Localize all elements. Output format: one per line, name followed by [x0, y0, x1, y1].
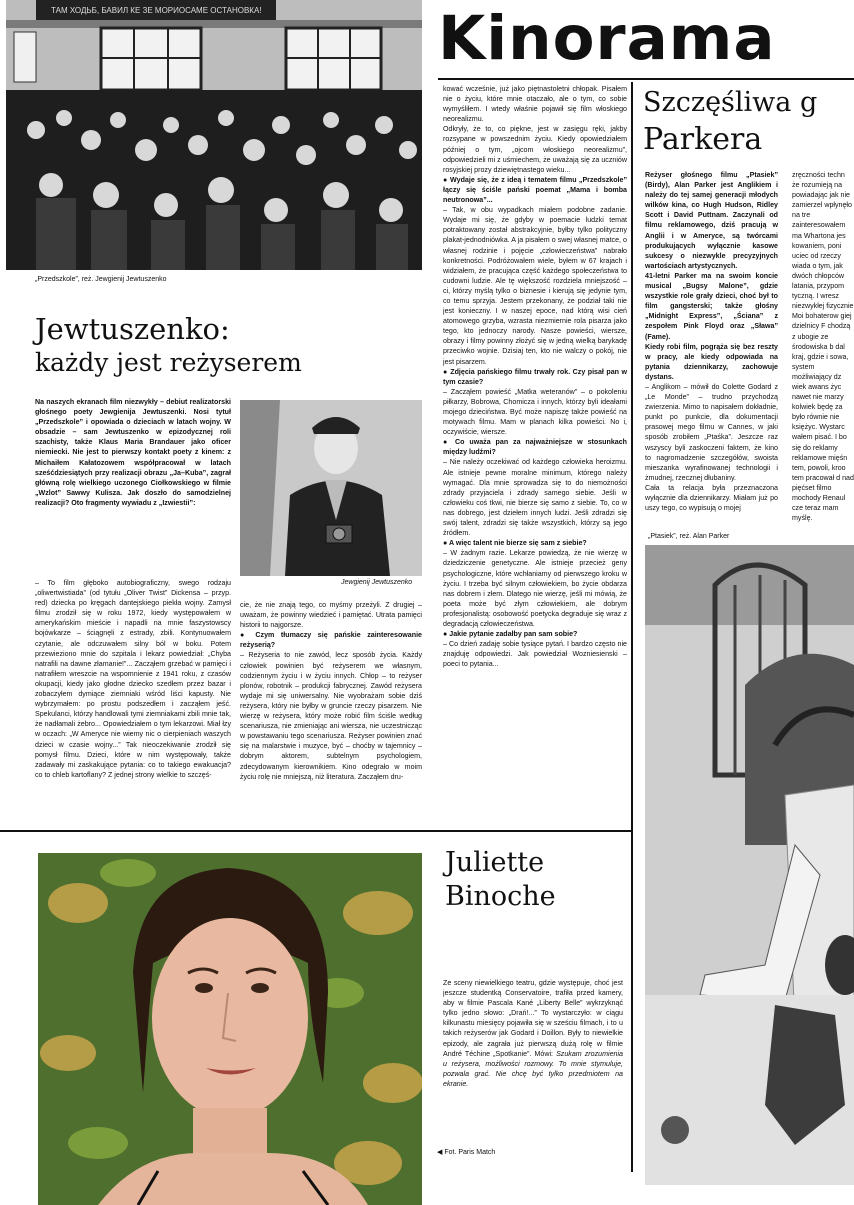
section-divider: [0, 830, 632, 832]
article1-col3-body2: Odkryły, że to, co piękne, jest w zasięgu ręki, jakby rozsypane w powszednim życiu. Kiedy opowiedziałem później o tym, „ojcom włoskiego neorealizmu”, odpowiedzieli mi z uśmiechem, że uważają się za uczniów rosyjskiej prozy dziewiętnastego wieku...: [443, 125, 627, 174]
masthead-rule: [438, 78, 854, 80]
article2-col2: [792, 170, 854, 525]
article1-col3: [443, 84, 627, 819]
article1-question: ● Czym tłumaczy się pańskie zainteresowanie reżyserią?: [240, 631, 422, 650]
article1-answer: – Reżyseria to nie zawód, lecz sposób życia. Każdy człowiek powinien być reżyserem we własnym, codziennym życiu i w życiu innych. Chłop – to reżyser plonów, robotnik – produkcji fabrycznej. Zawód reżysera wydaje mi się uniwersalny. Nie wyobrażam sobie dziś reżysera, który nie byłby w gruncie rzeczy pisarzem. Nie wierzę w reżysera, który może robić film ściśle według scenariusza, nie zmieniając ani wiersza, nie uczestnicząc w powstawaniu tego scenariusza. Reżyser powinien znać się na malarstwie i muzyce, być – choćby w tajemnicy – dobrym aktorem, subtelnym psychologiem, zdecydowanym kierownikiem. Kino odegrało w moim życiu rolę nie mniejszą, niż literatura. Zacząłem dru-: [240, 651, 422, 781]
article2-title-line2: Parkera: [643, 122, 763, 157]
article2-p4: – Anglikom – mówił do Colette Godard z „Le Monde” – trudno przychodzą zwierzenia. Mimo to napisałem dokładnie, punkt po punkcie, dla dokumentacji prasowej mego filmu w Cannes, w jaki sposób zrobiłem „Ptaśka”. Jeszcze raz wszyscy byli zaskoczeni faktem, że kino to nagromadzenie szczegółów, swoista mieszanka wyrafinowanej technologii i żmudnej, rzecznej dłubaniny.: [645, 382, 778, 482]
article2-p2: 41-letni Parker ma na swoim koncie musical „Bugsy Malone”, gdzie wszystkie role grały dzieci, choć był to film gangsterski; także głośny „Midnight Express”, „Ściana” z zespołem Pink Floyd oraz „Sława” (Fame).: [645, 271, 778, 341]
ptasiek-photo: [645, 545, 854, 1185]
article1-question: ● Jakie pytanie zadałby pan sam sobie?: [443, 630, 578, 639]
article1-question: ● A więc talent nie bierze się sam z siebie?: [443, 539, 587, 548]
photo-credit-text: Fot. Paris Match: [444, 1149, 496, 1156]
binoche-photo: [38, 853, 422, 1205]
ptasiek-caption: „Ptasiek”, reż. Alan Parker: [648, 533, 730, 540]
photo-credit-marker: ◀: [437, 1149, 443, 1156]
portrait-caption: Jewgienij Jewtuszenko: [341, 579, 413, 586]
portrait-graphic: [240, 400, 422, 576]
article1-question: ● Zdjęcia pańskiego filmu trwały rok. Czy pisał pan w tym czasie?: [443, 367, 627, 386]
article1-question: ● Co uważa pan za najważniejsze w stosunkach między ludźmi?: [443, 438, 627, 457]
article1-lead-text: Na naszych ekranach film niezwykły – debiut realizatorski głośnego poety Jewgienija Jewtuszenki. Nosi tytuł „Przedszkole” i opowiada o dzieciach w latach wojny. W obsadzie – sam Jewtuszenko w epizodycznej roli szachisty, także Klaus Maria Brandauer jako oficer niemiecki. Nie jest to pierwszy kontakt poety z kinem: z Michaiłem Kałatozowem współpracował w latach sześćdziesiątych przy realizacji obrazu „Ja–Kuba”, zagrał główną rolę wielkiego uczonego Ciołkowskiego w filmie „Wzlot” Sawwy Kulisza. Jak doszło do samodzielnej realizacji? Oto fragmenty wywiadu z „Izwiestii”:: [35, 398, 231, 507]
ptasiek-graphic: [645, 545, 854, 1185]
article1-answer: – W żadnym razie. Lekarze powiedzą, że nie wierzę w dziedziczenie genetyczne. Ale istnieje przecież geny psychologiczne, które wchłaniamy od pierwszego kroku w życiu. I trzeba być silnym człowiekiem, bo życie obdarza nas dobrem i złem. Dlatego nie wierzę, jeśli mi mówią, że poeta może być złym człowiekiem, ale dobrym profesjonalistą: osobowość poetycka degraduje się wraz z degradacją człowieczeństwa.: [443, 549, 627, 628]
article1-question: ● Wydaje się, że z ideą i tematem filmu „Przedszkole” łączy się ściśle pański poemat „Mama i bomba neutronowa”...: [443, 175, 627, 205]
article3-body: [443, 978, 623, 1138]
article3-title-line2: Binoche: [445, 881, 556, 912]
article1-col1: [35, 578, 231, 822]
article1-col2: [240, 600, 422, 822]
crowd-photo: [6, 0, 422, 270]
article1-title-line1: Jewtuszenko:: [35, 312, 230, 346]
masthead: Kinorama: [438, 3, 776, 74]
article1-answer: – Zacząłem powieść „Matka weteranów” – o pokoleniu piłkarzy, Bobrowa, Chomicza i innych, którzy byli ideałami mojego dzieciństwa. Być może napiszę także powieść na motywach filmu. Mam w planach kilka powieści. No i, oczywiście, wiersze.: [443, 387, 627, 437]
article3-quote: Szukam zrozumienia u reżysera, możliwości rozmowy. To mnie stymuluje, pozwala grać. Nie chcę być tylko przedmiotem na ekranie.: [443, 1049, 623, 1088]
article1-col3-body1: kować wcześnie, już jako piętnastoletni chłopak. Pisałem nie o życiu, które mnie otaczało, ale o tym, co sobie wymyśliłem. I wtedy właśnie pojawił się film włoskiego neorealizmu.: [443, 85, 627, 124]
article1-col2-body: cie, że nie znają tego, co myśmy przeżyli. Z drugiej – uważam, że powinny wiedzieć i pamiętać. Utrata pamięci historii to najgorsze.: [240, 601, 422, 630]
article2-col2-text: zręczności techn że rozumieją na powiadając jak nie zamierzel wpłynęło na tre zainteresowałem ma Whartona jes kowaniem, poni uciec od rzeczy wiada o tym, jak dwóch chłopców latania, przypom tyczną. I wresz niezwykłej fizycznie Moi bohaterow giej dzielnicy F chodzą z ubogie ze środowiska b dal kraj, gdzie i sowa, system możliwiający dz wiek awans życ nawet nie marzy kolwiek będę za było równie nie księżyc. Wystarc wałem pisać. I bo się do reklamy reklamowe mięśn tem, powoli, kroo tem pracował d nad pięćset filmo mochody Renaul cze teraz mam myślę.: [792, 171, 854, 523]
article3-title-line1: Juliette: [445, 847, 545, 878]
portrait-photo: [240, 400, 422, 576]
article1-col1-text: – To film głęboko autobiograficzny, swego rodzaju „oliwertwistiada” (od tytułu „Oliver Twist” Dickensa – przyp. red) dziecka po kręgach dantejskiego piekła wojny. Zamysł filmu zrodził się w roku 1972, kiedy występowałem w amerykańskim mieście i napadli na mnie faszystowscy bojówkarze – ściągnęli z estrady, zbili. Kontynuowałem czytanie, ale odczuwałem silny ból w boku. Potem przewieziono mnie do szpitala i lekarz powiedział: „Chyba natrafili na dawne złamanie!”... Zacząłem grzebać w pamięci i natrafiłem wreszcie na wspomnienie z 1941 roku, z czasów okupacji, kiedy jako głodne dziecko szedłem przez bazar i zobaczyłem dymiące ziemniaki wśród liści kapusty. Nie wybrzymałem: po prostu podszedłem i zacząłem jeść. Spekulanci, którzy handlowali tymi ziemniakami zbili mnie tak, że nadłamali żebro... Opowiedziałem o tym lekarzowi. Miał łzy w oczach: „W Ameryce nie wiemy nic o cierpieniach waszych dzieci w czasie wojny...” Tak nieoczekiwanie zrodził się pomysł filmu. Dzieci, które w nim występowały, także zadawały mi zaskakujące pytania: co to takiego ewakuacja? co to chleb kartoflany? Z jednej strony wielkie to szczęś-: [35, 579, 231, 779]
article2-col1: [645, 170, 778, 525]
article2-title-line1: Szczęśliwa g: [643, 87, 818, 118]
article1-answer: – Tak, w obu wypadkach miałem podobne zadanie. Wydaje mi się, że gdyby w poemacie ludzki temat potraktowany został abstrakcyjnie, byłby tylko polityczny plakat-jednodniówka. A ja pisałem o swej własnej matce, o własnej rodzinie i pojęcie „człowieczeństwa” nabrało konkretności. Podróżowałem wiele, byłem w 67 krajach i widziałem, że pracująca część każdego społeczeństwa to cudowni ludzie. Ale tę większość rozdziela mniejszość – ci, którzy myślą tylko o biznesie i kierują się jedynie tym, co temu sprzyja. Jestem przekonany, że podział taki nie jest konieczny. I w naszej epoce, nad którą wisi cień atomowego grzyba, wzrasta niezmiernie rola pisarza jako tego, kto jednoczy narody. Nasze powieści, wiersze, obrazy i filmy powinny złożyć się w jedną wielką barykadę przeciwko wojnie. Dzisiaj ten, kto nie walczy o pokój, nie jest pisarzem.: [443, 206, 627, 366]
article1-answer: – Nie należy oczekiwać od każdego człowieka heroizmu. Ale istnieje pewne moralne minimum, którego należy wymagać. Dla mnie sprowadza się to do niemożności zdrady przyjaciela i zdrady samego siebie. Jeśli w człowieku coś tkwi, nie bierze się samo z siebie. To, co w nas dobrego, jest dziełem innych ludzi. Jeśli zdradzi się swój talent, zdradzi się także wszystkich, którzy są jego źródłem.: [443, 458, 627, 538]
article1-lead: [35, 397, 231, 565]
crowd-photo-caption: „Przedszkole”, reż. Jewgienij Jewtuszenko: [35, 276, 167, 283]
article1-answer: – Co dzień zadaję sobie tysiące pytań. I bardzo często nie znajduję odpowiedzi. Jak powiedział Wozniesienski – poeci to pytania...: [443, 640, 627, 669]
column-divider: [631, 82, 633, 1172]
binoche-graphic: [38, 853, 422, 1205]
crowd-photo-graphic: [6, 0, 422, 270]
article1-title-line2: każdy jest reżyserem: [35, 348, 302, 377]
article2-lead: Reżyser głośnego filmu „Ptasiek” (Birdy), Alan Parker jest Anglikiem i należy do tej samej generacji młodych wilków kina, co Hugh Hudson, Ridley Scott i David Puttnam. Zaczynali od filmu reklamowego, dziś pracują w Anglii i w Ameryce, są twórcami produkujących wyłącznie kasowe sukcesy o niezwykle precyzyjnych wartościach artystycznych.: [645, 171, 778, 270]
banner-text: ТАМ ХОДЬБ, БАВИЛ КЕ ЗЕ МОРИОСАМЕ ОСТАНОВКА!: [51, 6, 262, 15]
article3-body-text: Ze sceny niewielkiego teatru, gdzie występuje, choć jest jeszcze studentką Conservatoire, trafiła przed kamery, aby w filmie Pascala Kané „Liberty Belle” wykrzyknąć tylko jedno słowo: „Drań!...” To wystarczyło: w ciągu kilkunastu miesięcy pojawiła się w sześciu filmach, i to u takich reżyserów jak Godard i Doillon. Były to niewielkie epizody, ale zagrała już pierwszą dużą rolę w filmie André Téchine „Spotkanie”. Mówi:: [443, 979, 623, 1058]
binoche-photo-credit: [437, 1148, 495, 1156]
article2-p5: Cała ta relacja była przeznaczona wyłącznie dla dziennikarzy. Miałam już po uszy tego, co wypisują o mojej: [645, 483, 778, 513]
article2-p3: Kiedy robi film, pogrąża się bez reszty w pracy, ale kiedy odpowiada na pytania dziennikarzy, zachowuje dystans.: [645, 342, 778, 381]
